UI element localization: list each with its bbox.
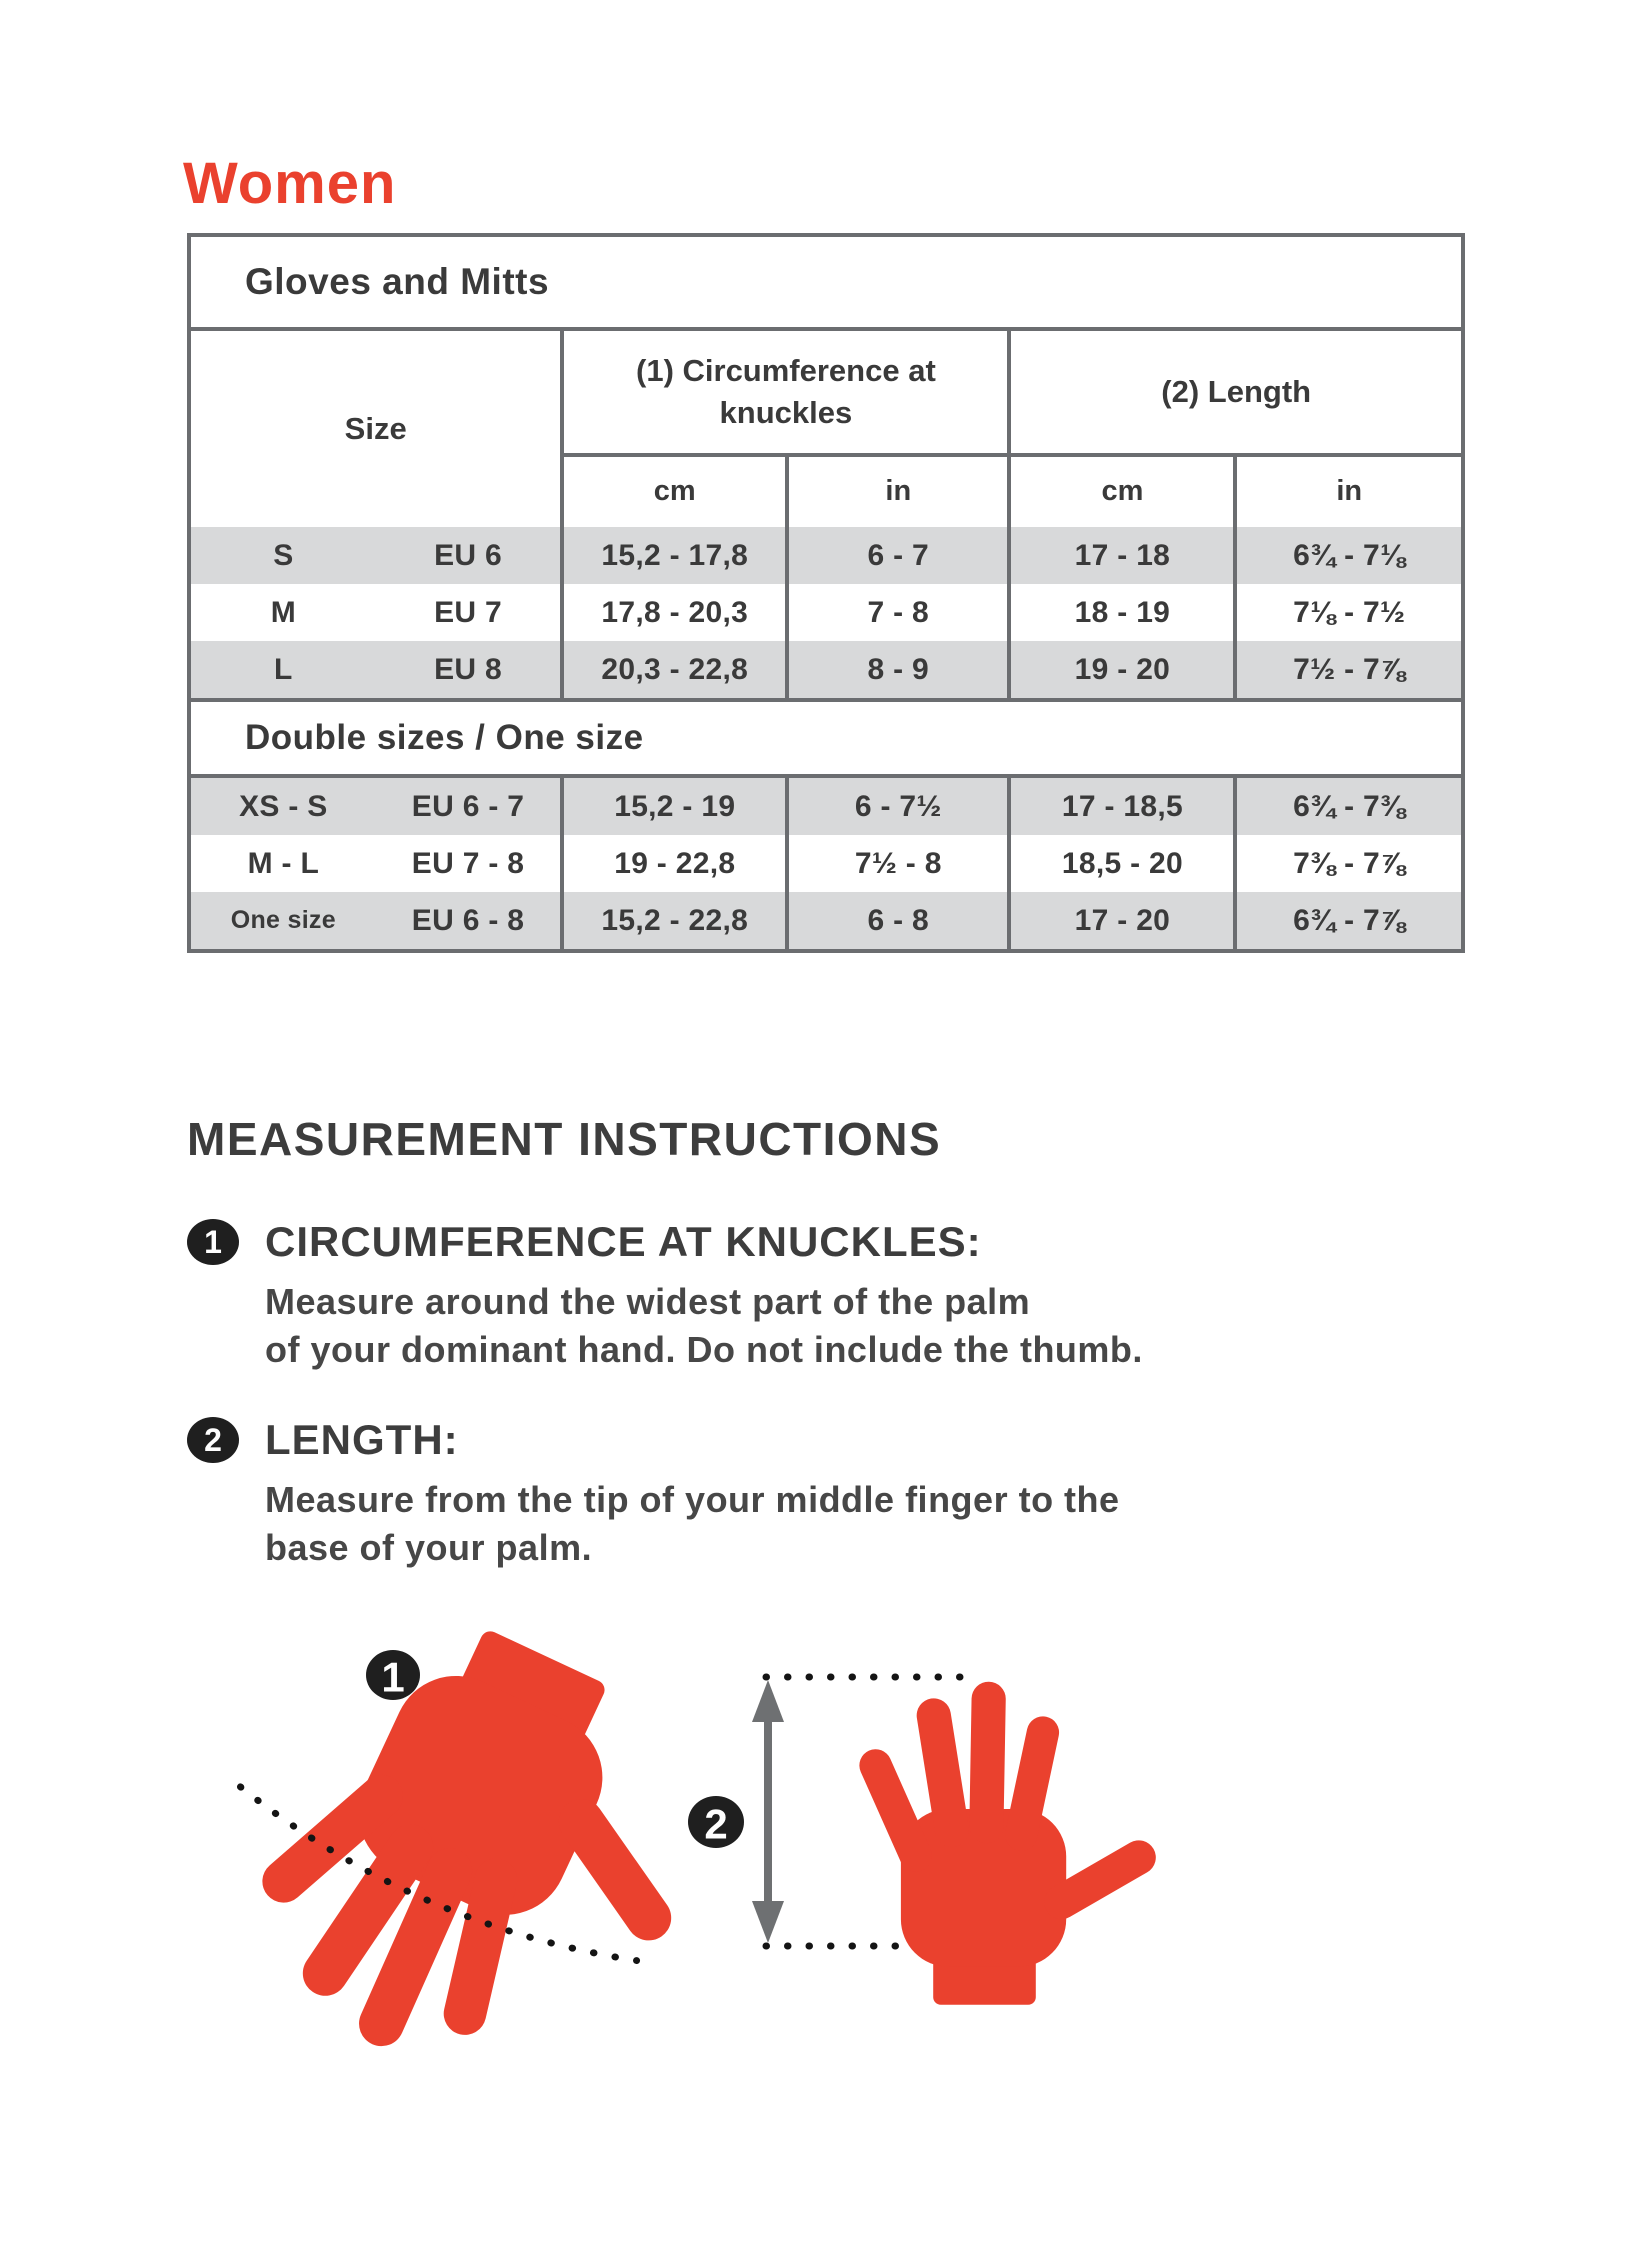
table-row	[191, 778, 1461, 835]
circumference-in-value: 7½ - 8	[789, 835, 1011, 892]
circumference-in-value: 8 - 9	[789, 641, 1011, 698]
table-row	[191, 584, 1461, 641]
svg-text:2: 2	[704, 1800, 728, 1848]
unit-header-length-cm: cm	[1011, 457, 1237, 527]
marker-2-badge: 2	[187, 1417, 239, 1463]
length-in-value: 7⅜ - 7⅞	[1293, 846, 1406, 880]
instruction-heading: CIRCUMFERENCE AT KNUCKLES:	[265, 1218, 982, 1265]
length-cm-value: 17 - 20	[1011, 892, 1237, 949]
circumference-cm-value: 19 - 22,8	[564, 835, 789, 892]
length-cm-value: 18,5 - 20	[1011, 835, 1237, 892]
eu-size-label: EU 7	[434, 595, 502, 629]
size-label: L	[274, 652, 293, 686]
table-row	[191, 641, 1461, 698]
size-label: M	[270, 595, 296, 629]
length-in-value: 6¾ - 7⅜	[1293, 789, 1406, 823]
instruction-body-line: of your dominant hand. Do not include the thumb.	[265, 1329, 1143, 1370]
page-title: Women	[183, 151, 397, 216]
length-in-value: 6¾ - 7⅞	[1293, 903, 1406, 937]
length-cm-value: 17 - 18	[1011, 527, 1237, 584]
column-header-size: Size	[191, 331, 564, 527]
eu-size-label: EU 8	[434, 652, 502, 686]
circumference-in-value: 6 - 7	[789, 527, 1011, 584]
instruction-item-length	[187, 1416, 1487, 1572]
table-row	[191, 835, 1461, 892]
size-label: XS - S	[239, 789, 328, 823]
unit-header-circumference-in: in	[789, 457, 1011, 527]
size-cell	[191, 778, 564, 835]
eu-size-label: EU 6	[434, 538, 502, 572]
size-cell	[191, 892, 564, 949]
table-row	[191, 527, 1461, 584]
section-label-double-sizes: Double sizes / One size	[191, 698, 1461, 778]
length-cm-value: 19 - 20	[1011, 641, 1237, 698]
circumference-in-value: 7 - 8	[789, 584, 1011, 641]
size-label: S	[273, 538, 294, 572]
instruction-body-line: Measure from the tip of your middle finger to the	[265, 1479, 1120, 1520]
length-in-value: 6¾ - 7⅛	[1293, 538, 1406, 572]
hand-back-illustration	[165, 1580, 758, 2141]
eu-size-label: EU 6 - 7	[411, 789, 525, 823]
length-cm-value: 17 - 18,5	[1011, 778, 1237, 835]
circumference-cm-value: 15,2 - 22,8	[564, 892, 789, 949]
size-label: One size	[230, 906, 336, 934]
instruction-body-line: Measure around the widest part of the palm	[265, 1281, 1031, 1322]
length-in-value: 7⅛ - 7½	[1293, 595, 1406, 629]
measurement-illustration	[0, 1580, 1650, 2240]
unit-header-length-in: in	[1336, 475, 1363, 508]
circumference-in-value: 6 - 8	[789, 892, 1011, 949]
size-cell	[191, 584, 564, 641]
table-title: Gloves and Mitts	[191, 237, 1461, 331]
measurement-instructions-title: MEASUREMENT INSTRUCTIONS	[187, 1113, 942, 1165]
column-header-circumference: (1) Circumference at knuckles	[564, 331, 1011, 457]
length-arrow	[752, 1680, 784, 1943]
circumference-cm-value: 20,3 - 22,8	[564, 641, 789, 698]
circumference-cm-value: 15,2 - 17,8	[564, 527, 789, 584]
size-cell	[191, 835, 564, 892]
circumference-in-value: 6 - 7½	[789, 778, 1011, 835]
illustration-marker-1-badge	[366, 1650, 420, 1701]
hand-palm-illustration	[854, 1681, 1162, 2004]
eu-size-label: EU 7 - 8	[411, 846, 525, 880]
circumference-cm-value: 15,2 - 19	[564, 778, 789, 835]
size-label: M - L	[247, 846, 320, 880]
unit-header-circumference-cm: cm	[564, 457, 789, 527]
eu-size-label: EU 6 - 8	[411, 903, 525, 937]
size-cell	[191, 527, 564, 584]
instruction-body-line: base of your palm.	[265, 1527, 593, 1568]
table-header	[191, 331, 1461, 527]
marker-1-badge: 1	[187, 1219, 239, 1265]
length-in-value: 7½ - 7⅞	[1293, 652, 1406, 686]
size-table	[187, 233, 1465, 953]
instruction-heading: LENGTH:	[265, 1416, 459, 1463]
instruction-item-circumference	[187, 1218, 1487, 1374]
column-header-length: (2) Length	[1011, 331, 1461, 457]
illustration-marker-2-badge	[688, 1796, 744, 1848]
circumference-cm-value: 17,8 - 20,3	[564, 584, 789, 641]
svg-text:1: 1	[381, 1653, 405, 1701]
size-cell	[191, 641, 564, 698]
table-row	[191, 892, 1461, 949]
length-cm-value: 18 - 19	[1011, 584, 1237, 641]
